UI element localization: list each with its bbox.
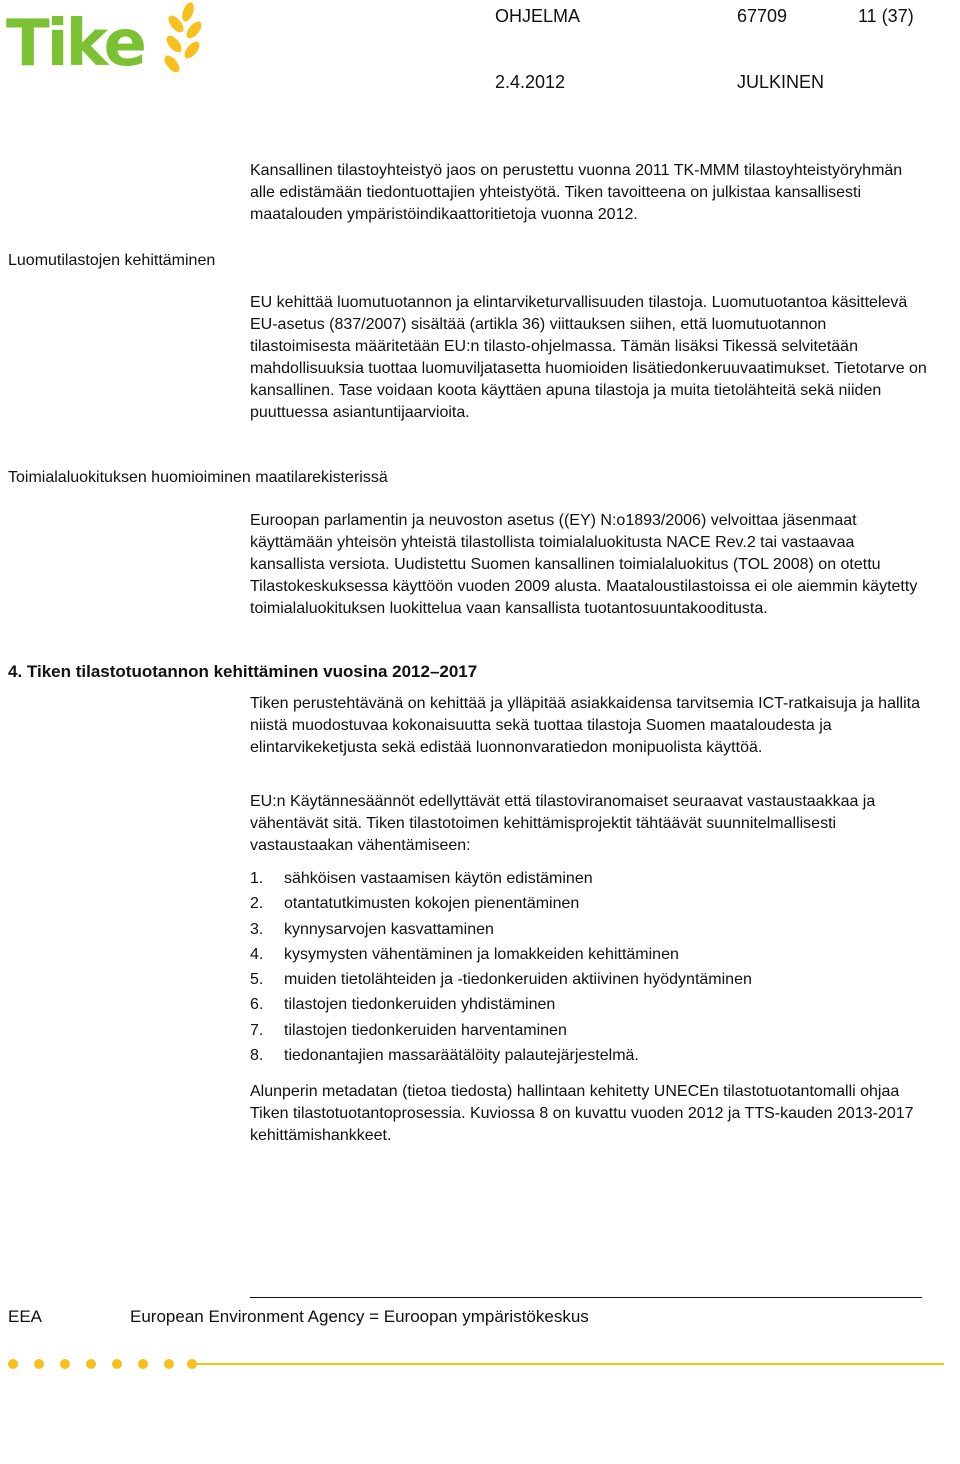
tike-logo (6, 2, 206, 86)
paragraph-response-burden: EU:n Käytännesäännöt edellyttävät että tilastoviranomaiset seuraavat vastaustaakkaa ja vähentävät sitä. Tiken tilastotoimen kehittämisprojektit tähtäävät suunnitelmallisesti vastaustaakan vähentämiseen: (250, 793, 876, 854)
list-item-number: 4. (250, 945, 264, 963)
list-item-text: sähköisen vastaamisen käytön edistäminen (284, 870, 593, 887)
footnote-expansion: European Environment Agency = Euroopan ympäristökeskus (130, 1307, 589, 1326)
paragraph-tike-mission: Tiken perustehtävänä on kehittää ja ylläpitää asiakkaidensa tarvitsemia ICT-ratkaisuja ja hallita niistä muodostuvaa kokonaisuutta sekä tuottaa tilastoja Suomen maataloudesta ja elintarvikeketjusta sekä edistää luonnonvaratiedon monipuolista käyttöä. (250, 695, 920, 756)
classification: JULKINEN (737, 72, 825, 92)
footnote-abbreviation: EEA (8, 1307, 43, 1326)
paragraph-stat-cooperation: Kansallinen tilastoyhteistyö jaos on perustettu vuonna 2011 TK-MMM tilastoyhteistyöryhmän alle edistämään tiedontuottajien yhteistyötä. Tiken tavoitteena on julkistaa kansallisesti maatalouden ympäristöindikaattoritietoja vuonna 2012. (250, 162, 903, 223)
list-item-number: 8. (250, 1047, 264, 1065)
paragraph-nace: Euroopan parlamentin ja neuvoston asetus ((EY) N:o1893/2006) velvoittaa jäsenmaat käyttämään yhteisön yhteistä tilastollista toimialaluokitusta NACE Rev.2 tai vastaavaa kansallista versiota. Uudistettu Suomen kansallinen toimialaluokitus (TOL 2008) on otettu Tilastokeskuksessa käyttöön vuoden 2009 alusta. Maataloustilastoissa ei ole aiemmin käytetty toimialaluokituksen luokittelua vaan kansallista tuotantosuuntakooditusta. (250, 512, 918, 617)
list-item-number: 6. (250, 996, 264, 1014)
doc-number: 67709 (737, 6, 788, 26)
list-item-number: 3. (250, 920, 264, 938)
paragraph-organic-stats: EU kehittää luomutuotannon ja elintarviketurvallisuuden tilastoja. Luomutuotantoa käsittelevä EU-asetus (837/2007) sisältää (artikla 36) viittauksen siihen, että luomutuotannon tilastoimisesta määritetään EU:n tilasto-ohjelmassa. Tämän lisäksi Tikessä selvitetään mahdollisuuksia tuottaa luomuviljatasetta huomioiden lisätiedonkeruuvaatimukset. Tietotarve on kansallinen. Tase voidaan koota käyttäen apuna tilastoja ja muita tietolähteitä sekä niiden puuttuessa asiantuntijaarvioita. (250, 294, 927, 421)
footer-dot-decoration (8, 1357, 948, 1371)
list-item-number: 2. (250, 895, 264, 913)
list-item-text: kynnysarvojen kasvattaminen (284, 920, 494, 938)
doc-date: 2.4.2012 (495, 72, 566, 92)
list-item-number: 1. (250, 870, 264, 887)
page-number: 11 (37) (858, 6, 914, 26)
list-item-text: kysymysten vähentäminen ja lomakkeiden kehittäminen (284, 945, 679, 963)
side-label-industry-classification: Toimialaluokituksen huomioiminen maatilarekisterissä (8, 469, 388, 486)
list-item-text: otantatutkimusten kokojen pienentäminen (284, 895, 580, 913)
list-item-number: 5. (250, 971, 264, 989)
paragraph-unece-model: Alunperin metadatan (tietoa tiedosta) hallintaan kehitetty UNECEn tilastotuotantomalli ohjaa Tiken tilastotuotantoprosessia. Kuviossa 8 on kuvattu vuoden 2012 ja TTS-kauden 2013-2017 kehittämishankkeet. (250, 1083, 914, 1144)
list-item-text: muiden tietolähteiden ja -tiedonkeruiden aktiivinen hyödyntäminen (284, 971, 752, 989)
logo-wordmark: Tike (6, 7, 144, 81)
footnote-divider (250, 1297, 922, 1298)
list-item-text: tilastojen tiedonkeruiden yhdistäminen (284, 996, 556, 1014)
list-item-number: 7. (250, 1021, 264, 1039)
doc-type: OHJELMA (495, 6, 581, 26)
list-item-text: tiedonantajien massaräätälöity palautejärjestelmä. (284, 1047, 639, 1065)
side-label-organic-stats: Luomutilastojen kehittäminen (8, 252, 216, 269)
wheat-icon (158, 2, 208, 82)
section-heading: 4. Tiken tilastotuotannon kehittäminen vuosina 2012–2017 (8, 662, 478, 681)
list-item-text: tilastojen tiedonkeruiden harventaminen (284, 1021, 567, 1039)
